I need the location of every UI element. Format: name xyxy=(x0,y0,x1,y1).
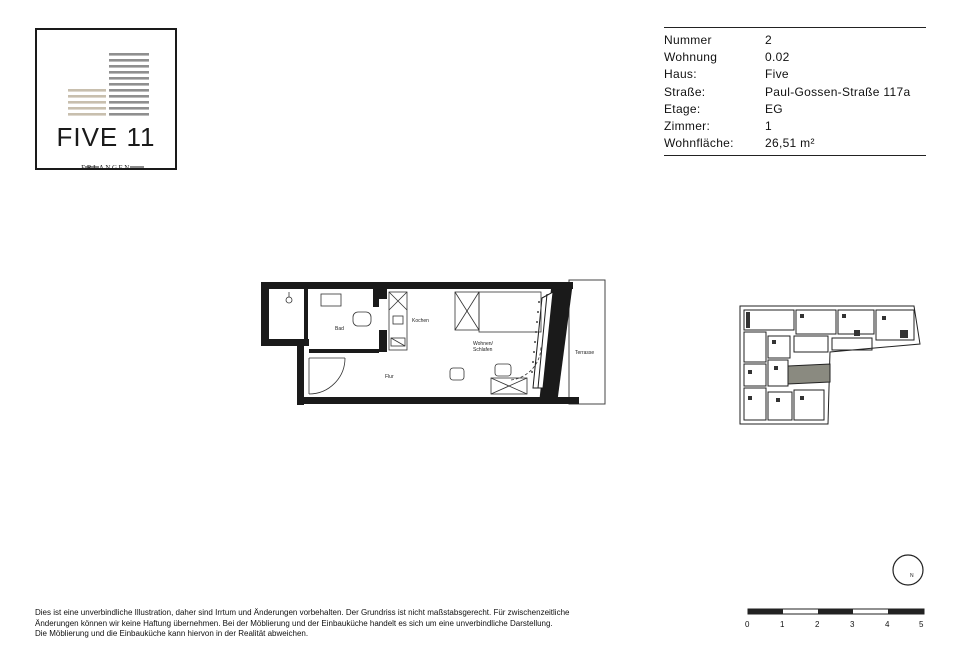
toilet-symbol xyxy=(286,292,292,303)
info-label: Zimmer: xyxy=(664,119,711,134)
disclaimer-line: Änderungen können wir keine Haftung übernehmen. Bei der Möblierung und der Einbauküche handelt es sich um eine unverbindliche Darstellung. xyxy=(35,618,553,628)
info-row-strasse xyxy=(664,83,926,100)
logo-city: ERLANGEN xyxy=(81,164,131,172)
wardrobe xyxy=(455,292,479,330)
room-label-wohnen-1: Wohnen/ xyxy=(473,341,493,347)
room-label-bad: Bad xyxy=(335,326,344,332)
info-value: 0.02 xyxy=(765,49,790,64)
brand-logo xyxy=(35,28,177,170)
info-row-wohnung xyxy=(664,48,926,65)
scale-label: 4 xyxy=(885,620,890,629)
bed xyxy=(479,292,541,332)
scale-label: 1 xyxy=(780,620,785,629)
walls xyxy=(261,282,577,405)
disclaimer-line: Die Möblierung und die Einbauküche kann hiervon in der Realität abweichen. xyxy=(35,629,309,638)
highlighted-unit xyxy=(788,364,830,384)
info-value: Paul-Gossen-Straße 117a xyxy=(765,84,911,99)
info-label: Haus: xyxy=(664,67,697,82)
room-label-wohnen-2: Schlafen xyxy=(473,347,493,353)
info-label: Wohnfläche: xyxy=(664,136,734,151)
floor-plan xyxy=(255,276,610,410)
entrance-door xyxy=(309,358,345,394)
info-row-nummer xyxy=(664,31,926,48)
room-label-terrasse: Terrasse xyxy=(575,350,595,356)
site-plan xyxy=(734,300,924,426)
info-row-zimmer xyxy=(664,117,926,134)
info-row-etage xyxy=(664,100,926,117)
info-value: Five xyxy=(765,67,789,82)
scale-bar xyxy=(742,607,932,631)
bath-sink xyxy=(321,294,341,306)
info-value: 26,51 m² xyxy=(765,136,815,151)
disclaimer-text xyxy=(35,608,715,640)
compass-letter: N xyxy=(910,573,914,579)
info-value: 2 xyxy=(765,32,772,47)
scale-label: 2 xyxy=(815,620,820,629)
apartment-info-table xyxy=(664,27,926,156)
site-plan-details xyxy=(746,312,908,402)
info-label: Straße: xyxy=(664,84,706,99)
info-label: Wohnung xyxy=(664,49,718,64)
scale-label: 0 xyxy=(745,620,750,629)
room-label-flur: Flur xyxy=(385,374,394,380)
disclaimer-line: Dies ist eine unverbindliche Illustration, daher sind Irrtum und Änderungen vorbehalten. Der Grundriss ist nicht maßstabsgerecht. Für zwischenzeitliche xyxy=(35,608,570,617)
info-value: EG xyxy=(765,101,783,116)
scale-label: 3 xyxy=(850,620,855,629)
north-arrow-icon xyxy=(891,553,925,587)
terrace-area xyxy=(569,280,605,404)
info-label: Etage: xyxy=(664,101,701,116)
info-row-haus xyxy=(664,66,926,83)
scale-label: 5 xyxy=(919,620,924,629)
info-value: 1 xyxy=(765,119,772,134)
kitchen-block xyxy=(389,292,407,350)
logo-name: FIVE 11 xyxy=(56,122,156,152)
dining-furniture xyxy=(450,364,527,394)
info-row-wohnflaeche xyxy=(664,135,926,152)
info-label: Nummer xyxy=(664,32,712,47)
room-label-kochen: Kochen xyxy=(412,318,429,324)
shower xyxy=(353,312,371,326)
